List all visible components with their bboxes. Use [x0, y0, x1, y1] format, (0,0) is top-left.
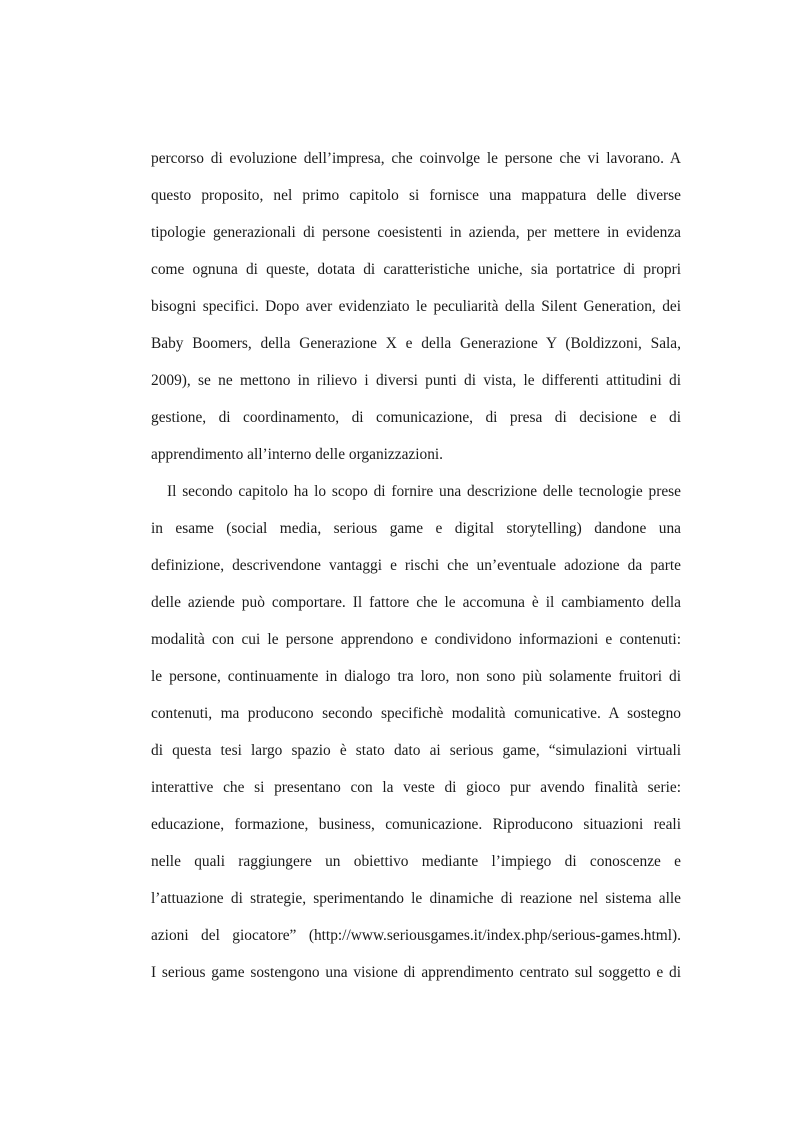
paragraph-line: interattive che si presentano con la veste di gioco pur avendo finalità serie:	[151, 779, 681, 796]
paragraph-line: delle aziende può comportare. Il fattore che le accomuna è il cambiamento della	[151, 594, 681, 611]
paragraph-line: le persone, continuamente in dialogo tra loro, non sono più solamente fruitori di	[151, 668, 681, 685]
paragraph-line: modalità con cui le persone apprendono e condividono informazioni e contenuti:	[151, 631, 681, 648]
paragraph-line: educazione, formazione, business, comunicazione. Riproducono situazioni reali	[151, 816, 681, 833]
paragraph-line: nelle quali raggiungere un obiettivo mediante l’impiego di conoscenze e	[151, 853, 681, 870]
paragraph-line: come ognuna di queste, dotata di caratteristiche uniche, sia portatrice di propri	[151, 261, 681, 278]
paragraph-line: percorso di evoluzione dell’impresa, che coinvolge le persone che vi lavorano. A	[151, 150, 681, 167]
paragraph-line: contenuti, ma producono secondo specifichè modalità comunicative. A sostegno	[151, 705, 681, 722]
paragraph-line: Il secondo capitolo ha lo scopo di fornire una descrizione delle tecnologie prese	[167, 483, 681, 500]
paragraph-line: gestione, di coordinamento, di comunicazione, di presa di decisione e di	[151, 409, 681, 426]
paragraph-line: tipologie generazionali di persone coesistenti in azienda, per mettere in evidenza	[151, 224, 681, 241]
paragraph-line: bisogni specifici. Dopo aver evidenziato le peculiarità della Silent Generation, dei	[151, 298, 681, 315]
body-text	[151, 149, 681, 1009]
paragraph-line: in esame (social media, serious game e digital storytelling) dandone una	[151, 520, 681, 537]
paragraph-line: l’attuazione di strategie, sperimentando le dinamiche di reazione nel sistema alle	[151, 890, 681, 907]
paragraph-line: apprendimento all’interno delle organizzazioni.	[151, 446, 444, 463]
paragraph-line: questo proposito, nel primo capitolo si fornisce una mappatura delle diverse	[151, 187, 681, 204]
paragraph-line: I serious game sostengono una visione di apprendimento centrato sul soggetto e di	[151, 964, 681, 981]
paragraph-line: Baby Boomers, della Generazione X e della Generazione Y (Boldizzoni, Sala,	[151, 335, 681, 352]
paragraph-line: di questa tesi largo spazio è stato dato ai serious game, “simulazioni virtuali	[151, 742, 681, 759]
paragraph-line: definizione, descrivendone vantaggi e rischi che un’eventuale adozione da parte	[151, 557, 681, 574]
paragraph-line: azioni del giocatore” (http://www.seriousgames.it/index.php/serious-games.html).	[151, 927, 681, 944]
paragraph-line: 2009), se ne mettono in rilievo i diversi punti di vista, le differenti attitudini di	[151, 372, 681, 389]
